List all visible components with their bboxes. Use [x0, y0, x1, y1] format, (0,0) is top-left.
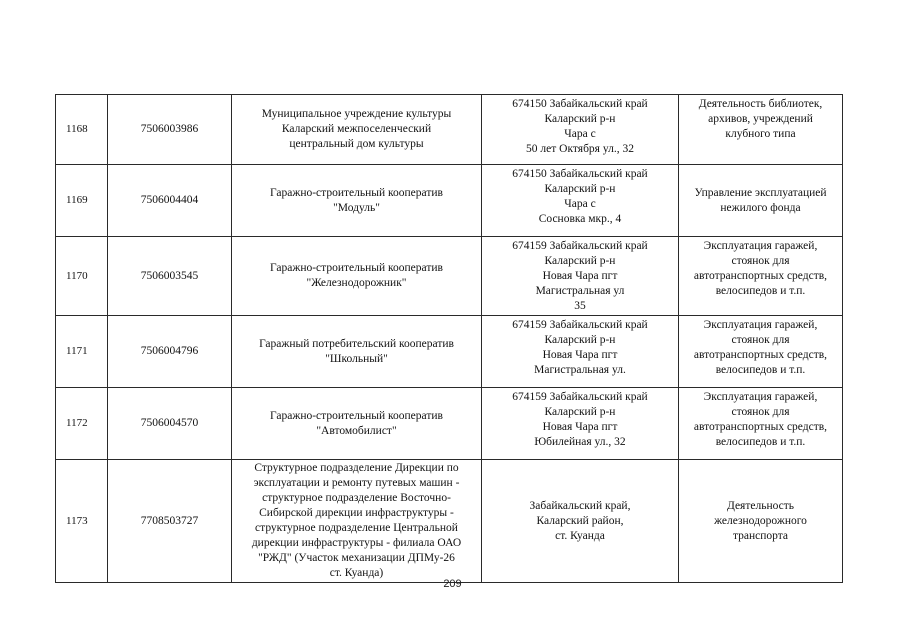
organization-line: Гаражно-строительный кооператив: [270, 409, 443, 422]
address-line: 674150 Забайкальский край: [512, 168, 648, 180]
address-line: Магистральная ул.: [534, 364, 626, 376]
organization-cell: [232, 165, 482, 237]
organization-line: центральный дом культуры: [289, 138, 424, 150]
table-row: [56, 165, 843, 237]
organization-cell: [232, 237, 482, 316]
address-line: Новая Чара пгт: [542, 270, 618, 282]
address-cell: [482, 95, 679, 165]
organization-line: дирекции инфраструктуры - филиала ОАО: [251, 537, 462, 549]
address-line: 674150 Забайкальский край: [512, 98, 648, 110]
address-line: 674159 Забайкальский край: [512, 319, 648, 331]
page-number: 209: [443, 578, 462, 590]
activity-cell: [679, 316, 843, 388]
address-cell: [482, 460, 679, 583]
organization-line: "Железнодорожник": [306, 277, 407, 289]
activity-line: Управление эксплуатацией: [694, 186, 827, 199]
organization-line: "Автомобилист": [316, 424, 397, 437]
registry-table: [55, 94, 843, 583]
inn-cell: 7708503727: [108, 460, 232, 583]
organization-line: Сибирской дирекции инфраструктуры -: [259, 507, 454, 519]
address-cell: [482, 237, 679, 316]
activity-cell: [679, 388, 843, 460]
address-line: Каларский р-н: [544, 406, 616, 418]
organization-line: Каларский межпоселенческий: [281, 123, 432, 135]
address-cell: [482, 388, 679, 460]
inn-cell: 7506003545: [108, 237, 232, 316]
address-line: Новая Чара пгт: [542, 349, 618, 361]
activity-line: стоянок для: [731, 334, 790, 346]
activity-cell: [679, 165, 843, 237]
organization-line: эксплуатации и ремонту путевых машин -: [253, 477, 460, 489]
address-line: Каларский р-н: [544, 113, 616, 125]
activity-line: велосипедов и т.п.: [715, 364, 806, 376]
address-line: Каларский р-н: [544, 183, 616, 195]
organization-line: "РЖД" (Участок механизации ДПМу-26: [258, 552, 455, 564]
organization-line: "Модуль": [333, 201, 380, 214]
activity-cell: [679, 460, 843, 583]
row-number: 1171: [56, 316, 108, 388]
table-row: [56, 460, 843, 583]
activity-line: железнодорожного: [714, 514, 807, 527]
address-line: 35: [574, 300, 586, 312]
inn-cell: 7506004796: [108, 316, 232, 388]
address-line: 50 лет Октября ул., 32: [526, 143, 634, 155]
table-row: [56, 316, 843, 388]
activity-line: стоянок для: [731, 255, 790, 267]
organization-line: Гаражно-строительный кооператив: [270, 262, 443, 274]
table-row: [56, 388, 843, 460]
address-line: ст. Куанда: [555, 529, 605, 542]
address-line: Новая Чара пгт: [542, 421, 618, 433]
activity-line: Эксплуатация гаражей,: [703, 319, 818, 331]
organization-line: ст. Куанда): [329, 567, 384, 579]
row-number: 1169: [56, 165, 108, 237]
organization-cell: [232, 316, 482, 388]
organization-line: "Школьный": [325, 352, 388, 365]
organization-line: Гаражный потребительский кооператив: [259, 337, 454, 350]
activity-cell: [679, 95, 843, 165]
address-line: Чара с: [564, 128, 596, 140]
address-line: Забайкальский край,: [529, 499, 631, 512]
row-number: 1168: [56, 95, 108, 165]
inn-cell: 7506003986: [108, 95, 232, 165]
address-line: Сосновка мкр., 4: [538, 213, 622, 225]
address-line: Каларский р-н: [544, 255, 616, 267]
organization-line: Структурное подразделение Дирекции по: [254, 462, 459, 474]
activity-line: стоянок для: [731, 406, 790, 418]
row-number: 1173: [56, 460, 108, 583]
organization-cell: [232, 460, 482, 583]
activity-line: нежилого фонда: [720, 201, 801, 214]
organization-line: структурное подразделение Восточно-: [262, 492, 451, 504]
organization-line: структурное подразделение Центральной: [255, 522, 458, 534]
activity-line: велосипедов и т.п.: [715, 285, 806, 297]
address-cell: [482, 316, 679, 388]
address-line: Каларский р-н: [544, 334, 616, 346]
address-line: Каларский район,: [536, 514, 624, 527]
table-row: [56, 237, 843, 316]
activity-line: Деятельность библиотек,: [698, 98, 823, 110]
organization-cell: [232, 95, 482, 165]
address-line: 674159 Забайкальский край: [512, 391, 648, 403]
address-line: Чара с: [564, 198, 596, 210]
table-row: [56, 95, 843, 165]
activity-line: автотранспортных средств,: [693, 349, 828, 361]
address-line: Юбилейная ул., 32: [534, 436, 626, 448]
activity-line: Эксплуатация гаражей,: [703, 240, 818, 252]
activity-line: автотранспортных средств,: [693, 421, 828, 433]
activity-line: Эксплуатация гаражей,: [703, 391, 818, 403]
activity-line: транспорта: [732, 529, 789, 542]
activity-line: архивов, учреждений: [708, 113, 813, 125]
organization-line: Гаражно-строительный кооператив: [270, 186, 443, 199]
row-number: 1172: [56, 388, 108, 460]
organization-line: Муниципальное учреждение культуры: [261, 108, 452, 120]
address-line: 674159 Забайкальский край: [512, 240, 648, 252]
address-line: Магистральная ул: [535, 285, 625, 297]
row-number: 1170: [56, 237, 108, 316]
address-cell: [482, 165, 679, 237]
activity-line: клубного типа: [725, 128, 796, 140]
activity-line: автотранспортных средств,: [693, 270, 828, 282]
activity-line: велосипедов и т.п.: [715, 436, 806, 448]
inn-cell: 7506004404: [108, 165, 232, 237]
activity-line: Деятельность: [726, 499, 795, 512]
inn-cell: 7506004570: [108, 388, 232, 460]
activity-cell: [679, 237, 843, 316]
organization-cell: [232, 388, 482, 460]
